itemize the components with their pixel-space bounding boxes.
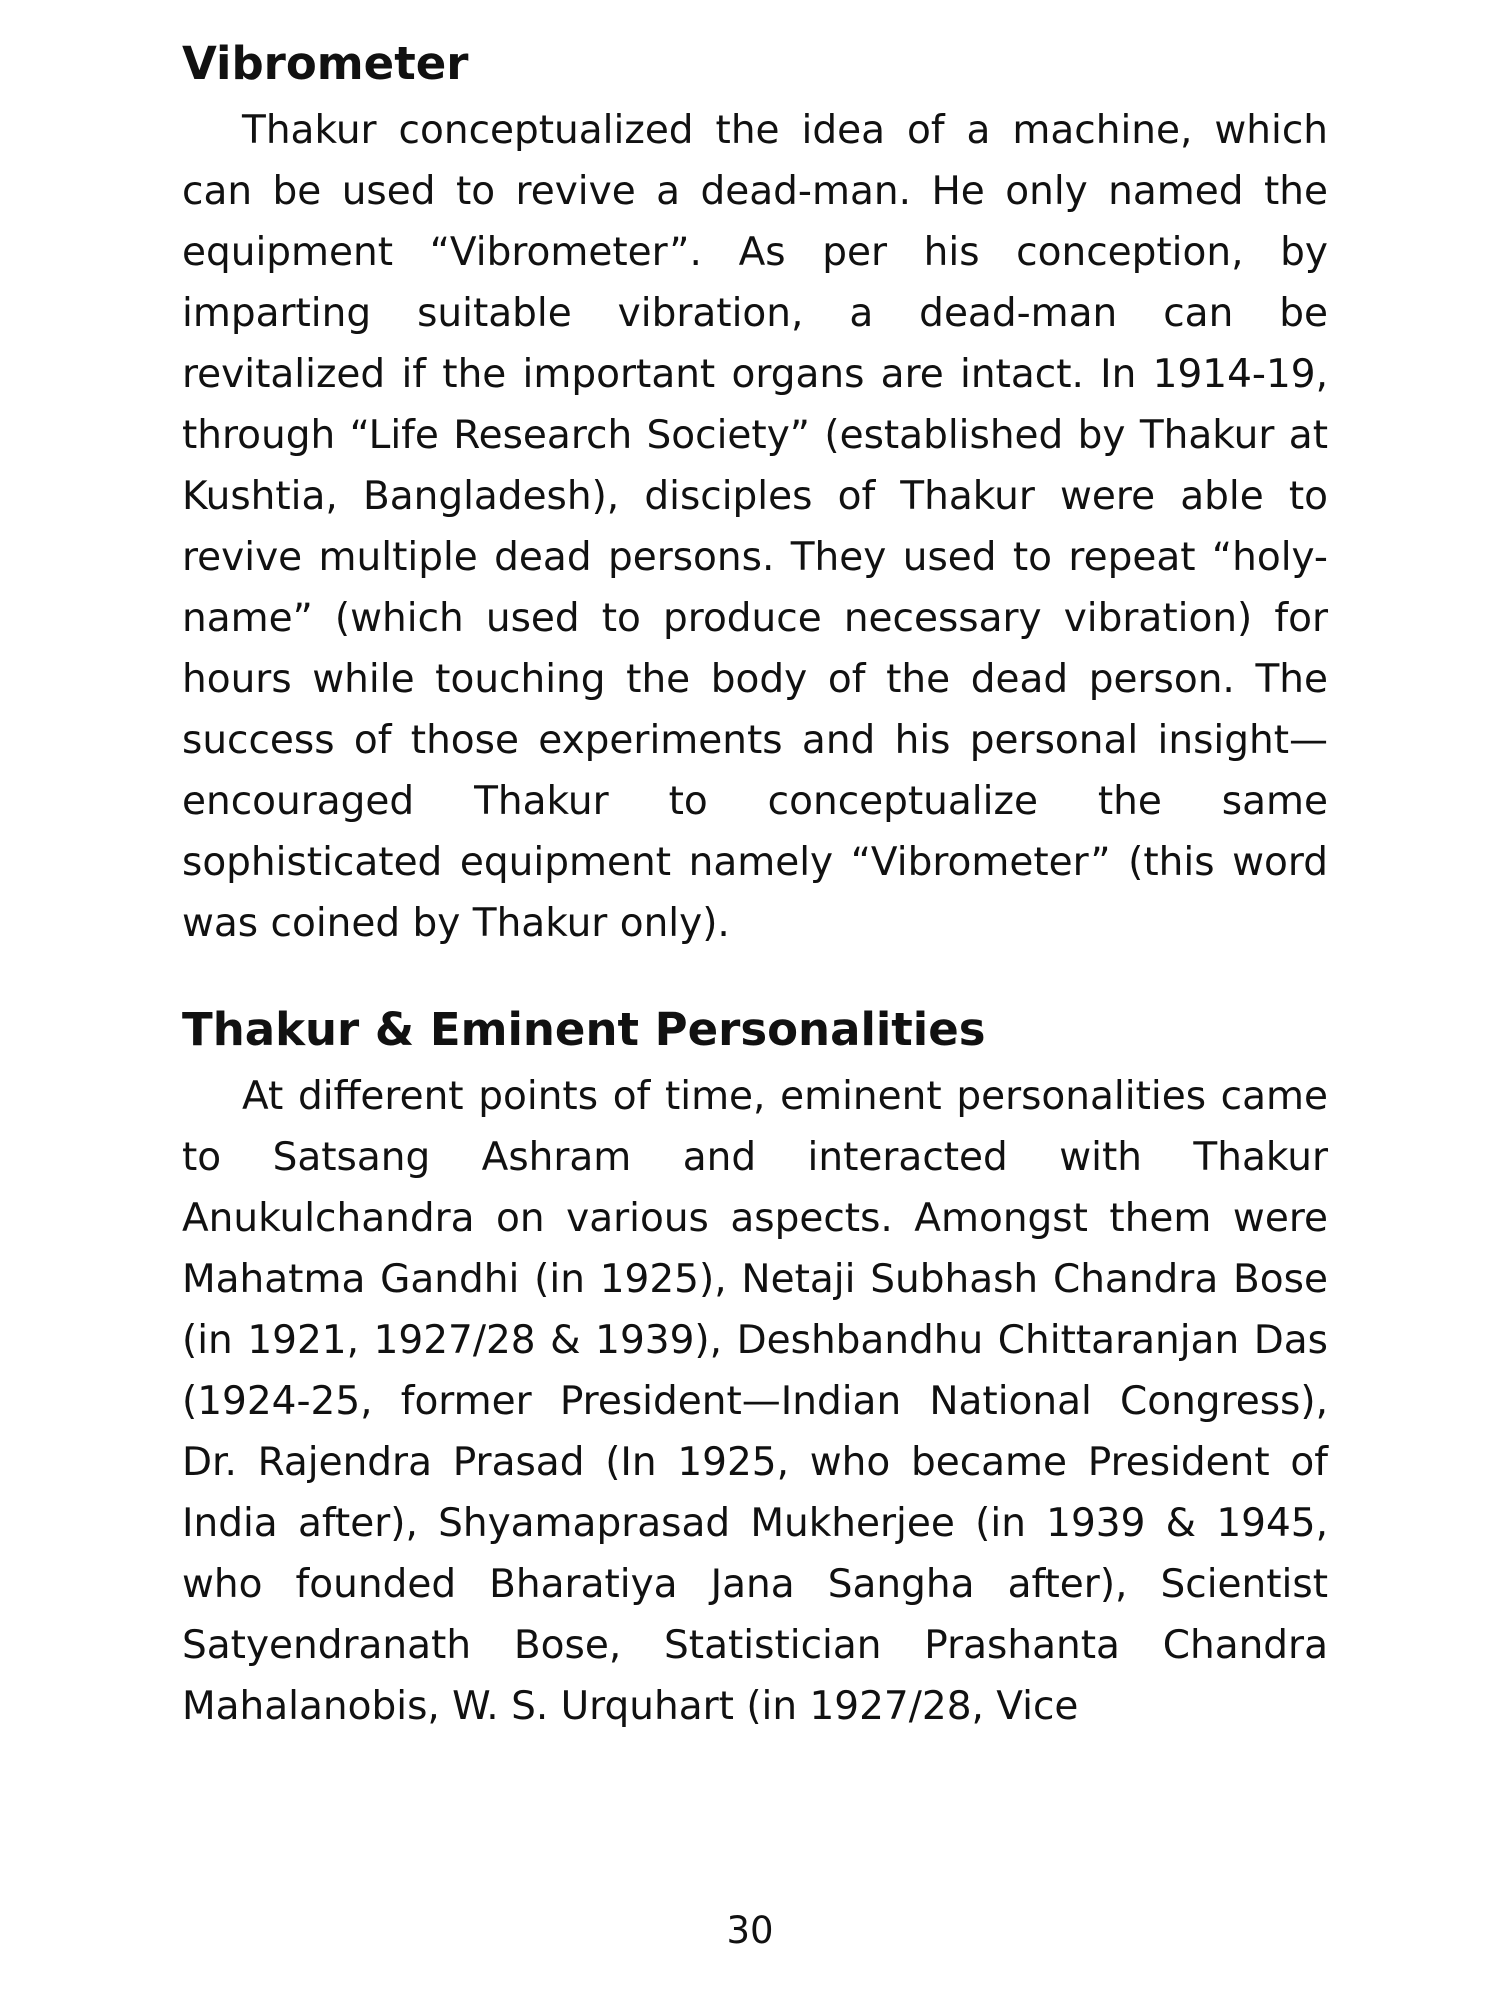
- paragraph-eminent-personalities: At different points of time, eminent personalities came to Satsang Ashram and interacted with Thakur Anukulchandra on various aspects. Amongst them were Mahatma Gandhi (in 1925), Netaji Subhash Chandra Bose (in 1921, 1927/28 & 1939), Deshbandhu Chittaranjan Das (1924-25, former President—Indian National Congress), Dr. Rajendra Prasad (In 1925, who became President of India after), Shyamaprasad Mukherjee (in 1939 & 1945, who founded Bharatiya Jana Sangha after), Scientist Satyendranath Bose, Statistician Prashanta Chandra Mahalanobis, W. S. Urquhart (in 1927/28, Vice: [182, 1074, 1328, 1729]
- book-page: [182, 28, 1328, 1737]
- section-vibrometer: [182, 28, 1328, 954]
- section-eminent-personalities: [182, 994, 1328, 1737]
- section-heading-eminent-personalities: Thakur & Eminent Personalities: [182, 1003, 986, 1056]
- page-number: 30: [726, 1909, 774, 1952]
- paragraph-vibrometer: Thakur conceptualized the idea of a machine, which can be used to revive a dead-man. He only named the equipment “Vibrometer”. As per his conception, by imparting suitable vibration, a dead-man can be revitalized if the important organs are intact. In 1914-19, through “Life Research Society” (established by Thakur at Kushtia, Bangladesh), disciples of Thakur were able to revive multiple dead persons. They used to repeat “holy-name” (which used to produce necessary vibration) for hours while touching the body of the dead person. The success of those experiments and his personal insight—encouraged Thakur to conceptualize the same sophisticated equipment namely “Vibrometer” (this word was coined by Thakur only).: [182, 108, 1328, 946]
- section-heading-vibrometer: Vibrometer: [182, 37, 469, 90]
